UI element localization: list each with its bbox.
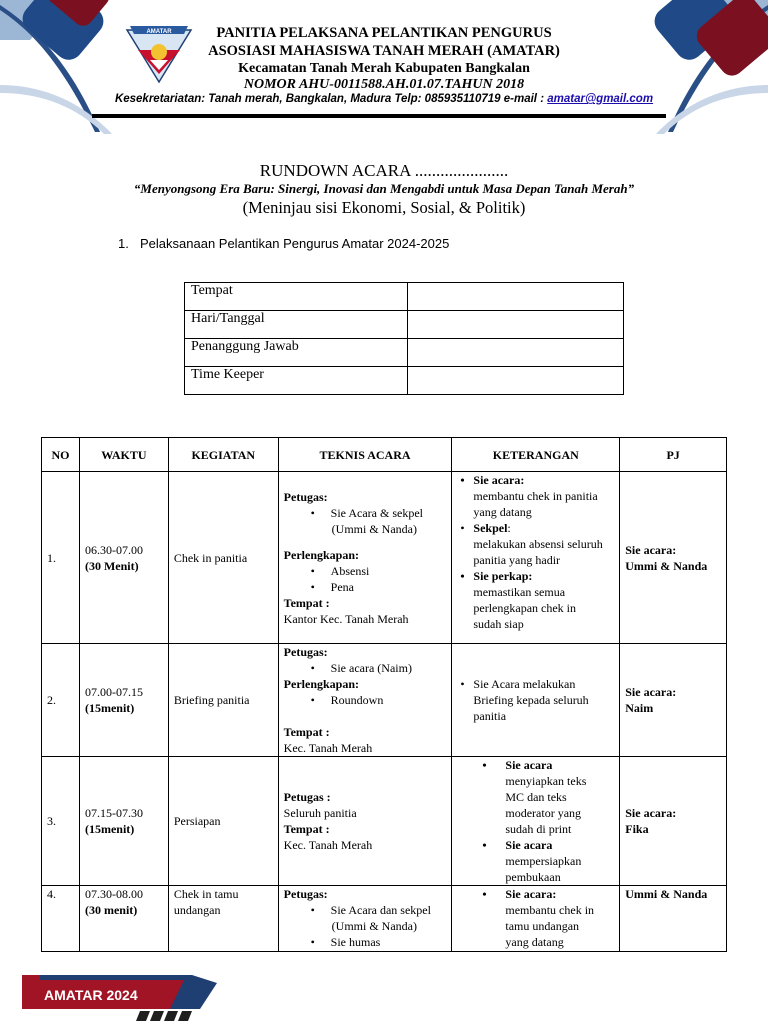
cell-keterangan [452,472,620,644]
cell-pj [620,472,727,644]
keterangan-text: yang datang [505,935,564,949]
pj-name: Naim [625,701,654,715]
petugas-label: Petugas : [283,790,331,804]
cell-teknis [278,757,452,886]
header-line-1: PANITIA PELAKSANA PELANTIKAN PENGURUS [216,25,552,41]
header-contact [0,93,768,105]
petugas-item-cont: (Ummi & Nanda) [331,521,417,536]
tempat-label: Tempat : [283,822,330,836]
perlengkapan-item: • Roundown [284,692,447,708]
cell-activity [168,886,278,952]
column-header: KETERANGAN [452,438,620,472]
cell-teknis [278,886,452,952]
table-row [185,367,624,395]
document-title: RUNDOWN ACARA ...................... [259,161,509,180]
pj-name: Ummi & Nanda [625,558,708,573]
list-item-number: 1. [118,236,129,251]
column-header: NO [42,438,80,472]
column-header: WAKTU [79,438,168,472]
footer-label: AMATAR 2024 [44,987,138,1003]
keterangan-head-text: Sekpel [473,521,508,535]
pj-name: Fika [625,822,649,836]
cell-activity: Persiapan [168,757,278,886]
info-label: Tempat [185,283,408,311]
table-header-row [42,438,727,472]
cell-no: 3. [42,757,80,886]
cell-teknis [278,472,452,644]
keterangan-text: mempersiapkan [505,854,582,868]
cell-keterangan [452,886,620,952]
cell-pj: Ummi & Nanda [620,886,727,952]
petugas-value: Seluruh panitia [283,806,357,820]
tempat-label: Tempat : [283,595,330,610]
keterangan-text: membantu chek in panitia [473,489,598,503]
list-item [118,236,449,251]
petugas-item-cont: (Ummi & Nanda) [331,919,417,933]
duration: (30 menit) [84,903,138,917]
tempat-value: Kec. Tanah Merah [283,741,373,755]
email-link[interactable]: amatar@gmail.com [547,93,654,105]
keterangan-text: perlengkapan chek in [473,601,577,615]
cell-keterangan [452,757,620,886]
keterangan-head: • Sie acara [457,837,614,853]
keterangan-text: memastikan semua [473,585,566,599]
time-range: 07.00-07.15 [84,685,143,699]
pj-label: Sie acara: [625,806,677,820]
activity-line: Chek in tamu [173,887,239,901]
header-divider [92,114,666,118]
keterangan-head [457,520,614,536]
keterangan-text: sudah siap [473,617,524,631]
footer-banner [22,975,232,1023]
header-line-3: Kecamatan Tanah Merah Kabupaten Bangkalan [238,61,530,76]
petugas-label: Petugas: [283,645,328,659]
cell-no: 1. [42,472,80,644]
keterangan-text: melakukan absensi seluruh [473,537,603,551]
info-label: Time Keeper [185,367,408,395]
tempat-label: Tempat : [283,725,330,739]
time-range: 07.30-08.00 [84,887,143,901]
cell-no: 4. [42,886,80,952]
document-subtitle-2: (Meninjau sisi Ekonomi, Sosial, & Politik) [242,198,526,217]
keterangan-text: yang datang [473,505,532,519]
table-row [42,757,727,886]
keterangan-head-suffix: : [507,521,511,535]
keterangan-text: tamu undangan [505,919,580,933]
time-range: 06.30-07.00 [84,542,143,557]
petugas-item: • Sie humas [284,934,447,950]
info-table [184,282,624,395]
info-value [408,311,624,339]
list-item-text: Pelaksanaan Pelantikan Pengurus Amatar 2024-2025 [140,236,450,251]
pj-label: Sie acara: [625,685,677,699]
cell-time [79,472,168,644]
perlengkapan-label: Perlengkapan: [283,547,360,562]
keterangan-head: • Sie acara: [457,472,614,488]
header-line-2: ASOSIASI MAHASISWA TANAH MERAH (AMATAR) [208,43,560,59]
keterangan-text: membantu chek in [505,903,595,917]
table-row [42,886,727,952]
table-row [185,339,624,367]
document-subtitle: “Menyongsong Era Baru: Sinergi, Inovasi dan Mengabdi untuk Masa Depan Tanah Merah” [133,181,635,196]
petugas-item: • Sie acara (Naim) [284,660,447,676]
cell-keterangan [452,644,620,757]
cell-activity: Chek in panitia [168,472,278,644]
info-label: Hari/Tanggal [185,311,408,339]
petugas-label: Petugas: [283,489,328,504]
time-range: 07.15-07.30 [84,806,143,820]
duration: (30 Menit) [84,558,139,573]
keterangan-text: • Sie Acara melakukan [457,676,614,692]
table-row [185,283,624,311]
cell-time [79,886,168,952]
keterangan-text: MC dan teks [505,790,567,804]
table-row [42,644,727,757]
cell-pj [620,757,727,886]
header-line-4: NOMOR AHU-0011588.AH.01.07.TAHUN 2018 [243,77,525,92]
cell-pj [620,644,727,757]
keterangan-text: panitia [473,709,507,723]
duration: (15menit) [84,701,135,715]
cell-teknis [278,644,452,757]
petugas-item: • Sie Acara & sekpel [284,505,447,521]
tempat-value: Kantor Kec. Tanah Merah [283,611,409,626]
activity-line: undangan [173,903,221,917]
tempat-value: Kec. Tanah Merah [283,838,373,852]
perlengkapan-item: • Absensi [284,563,447,579]
petugas-item: • Sie Acara dan sekpel [284,902,447,918]
cell-no: 2. [42,644,80,757]
keterangan-text: panitia yang hadir [473,553,561,567]
table-row [42,472,727,644]
table-row [185,311,624,339]
petugas-label: Petugas: [283,887,328,901]
keterangan-head: • Sie perkap: [457,568,614,584]
header-contact-text: Kesekretariatan: Tanah merah, Bangkalan, Madura Telp: 085935110719 e-mail : [114,93,548,105]
column-header: KEGIATAN [168,438,278,472]
svg-text:AMATAR: AMATAR [146,29,172,35]
keterangan-text: menyiapkan teks [505,774,587,788]
perlengkapan-item: • Pena [284,579,447,595]
column-header: TEKNIS ACARA [278,438,452,472]
keterangan-text: pembukaan [505,870,561,884]
cell-time [79,644,168,757]
keterangan-text: moderator yang [505,806,582,820]
keterangan-text: Briefing kepada seluruh [473,693,589,707]
info-value [408,283,624,311]
keterangan-head: • Sie acara [457,757,614,773]
column-header: PJ [620,438,727,472]
cell-activity: Briefing panitia [168,644,278,757]
pj-label: Sie acara: [625,542,677,557]
duration: (15menit) [84,822,135,836]
info-label: Penanggung Jawab [185,339,408,367]
keterangan-text: sudah di print [505,822,572,836]
info-value [408,339,624,367]
perlengkapan-label: Perlengkapan: [283,677,360,691]
cell-time [79,757,168,886]
keterangan-head: • Sie acara: [457,886,614,902]
rundown-table [41,437,727,952]
info-value [408,367,624,395]
